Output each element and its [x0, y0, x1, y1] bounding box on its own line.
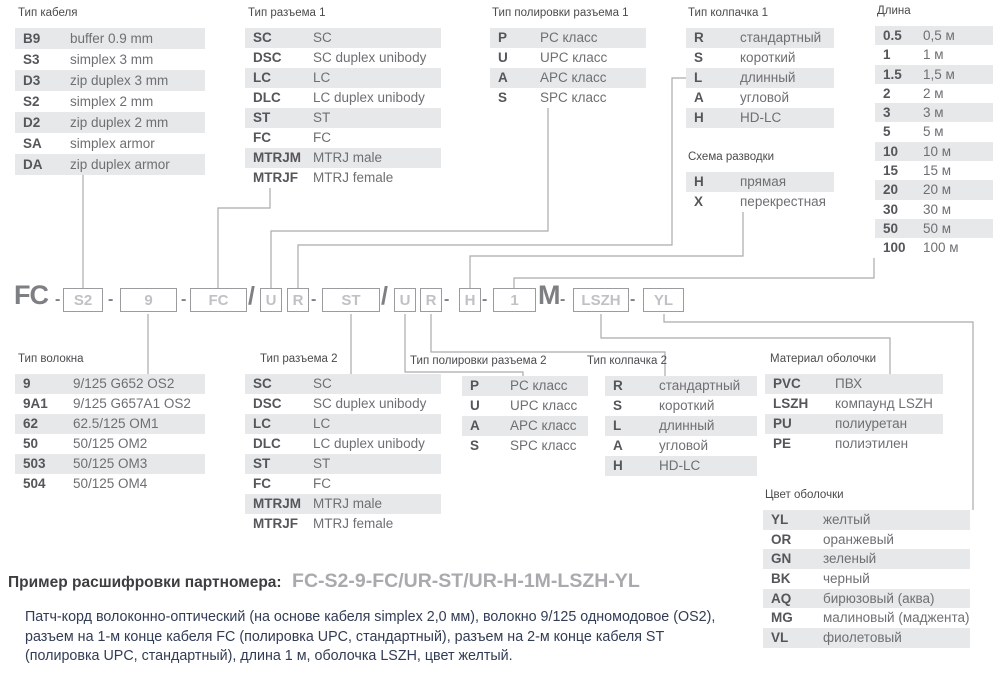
row-description: LC: [313, 70, 331, 85]
row-description: APC класс: [510, 418, 577, 433]
table-label: Тип кабеля: [18, 7, 78, 19]
row-code: DA: [23, 157, 43, 172]
part-number-dash: -: [630, 291, 636, 308]
row-description: UPC класс: [510, 398, 578, 413]
table-row: [245, 474, 441, 494]
row-code: 9: [23, 376, 31, 391]
row-code: PU: [773, 416, 792, 431]
row-description: ST: [313, 456, 331, 471]
part-number-box: ST: [322, 288, 380, 312]
table-row: [245, 128, 441, 148]
part-number-dash: -: [444, 291, 450, 308]
table-row: [686, 28, 834, 48]
row-code: P: [498, 30, 508, 45]
row-code: FC: [253, 476, 271, 491]
row-description: 15 м: [923, 163, 952, 179]
table-row: [686, 68, 834, 88]
table-label: Тип колпачка 1: [688, 7, 769, 19]
row-description: simplex 3 mm: [70, 52, 154, 67]
row-description: zip duplex armor: [70, 157, 170, 172]
row-code: PVC: [773, 376, 801, 391]
table-row: [15, 28, 205, 49]
table-row: [462, 396, 588, 416]
row-description: 50/125 OM4: [73, 476, 148, 491]
row-description: simplex armor: [70, 136, 155, 151]
row-description: желтый: [823, 512, 871, 527]
table-label: Цвет оболочки: [765, 489, 844, 501]
row-code: DLC: [253, 90, 281, 105]
row-code: MTRJM: [253, 150, 301, 165]
row-description: 20 м: [923, 182, 952, 198]
table-row: [15, 434, 205, 454]
table-label: Тип разъема 1: [248, 7, 326, 19]
row-description: 3 м: [923, 105, 944, 121]
row-code: SA: [23, 136, 42, 151]
row-code: D3: [23, 73, 41, 88]
table-row: [245, 168, 441, 188]
row-description: SC duplex unibody: [313, 396, 427, 411]
example-heading: Пример расшифровки партномера:: [8, 574, 282, 591]
table-row: [763, 628, 970, 648]
table-row: [686, 108, 834, 128]
table-row: [763, 589, 970, 609]
table-row: [875, 142, 993, 161]
row-code: 100: [883, 240, 906, 256]
row-description: zip duplex 2 mm: [70, 115, 169, 130]
row-description: перекрестная: [740, 194, 826, 209]
row-description: прямая: [740, 174, 787, 189]
table-label: Материал оболочки: [770, 353, 877, 365]
table-row: [245, 374, 441, 394]
table-label: Тип полировки разъема 2: [410, 355, 547, 367]
row-code: 30: [883, 201, 899, 217]
row-description: 30 м: [923, 201, 952, 217]
row-code: B9: [23, 31, 41, 46]
table-row: [875, 161, 993, 180]
row-description: 10 м: [923, 143, 952, 159]
table-row: [245, 394, 441, 414]
wiring-scheme-table: [686, 148, 834, 212]
row-code: 5: [883, 124, 891, 140]
row-description: оранжевый: [823, 531, 894, 547]
row-description: угловой: [740, 90, 789, 105]
table-row: [490, 28, 646, 48]
table-row: [605, 436, 757, 456]
table-row: [245, 514, 441, 534]
table-row: [875, 200, 993, 219]
row-description: SC duplex unibody: [313, 50, 427, 65]
length-table: [875, 2, 993, 258]
table-label: Тип колпачка 2: [587, 355, 668, 367]
row-code: 50: [883, 220, 899, 236]
table-row: [15, 112, 205, 133]
table-row: [765, 434, 943, 454]
row-description: угловой: [659, 438, 708, 453]
row-description: MTRJ male: [313, 150, 383, 165]
row-code: FC: [253, 130, 271, 145]
row-description: полиуретан: [835, 416, 908, 431]
row-description: 0,5 м: [923, 28, 955, 43]
row-description: черный: [823, 571, 870, 587]
row-description: бирюзовый (аква): [823, 590, 935, 606]
row-description: короткий: [659, 398, 715, 413]
part-number-prefix: M: [538, 280, 560, 310]
table-row: [490, 88, 646, 108]
table-row: [763, 549, 970, 569]
row-description: 1 м: [923, 47, 944, 63]
row-description: FC: [313, 130, 331, 145]
row-description: HD-LC: [659, 458, 701, 473]
cap2-type-table: [587, 352, 757, 476]
table-row: [245, 48, 441, 68]
part-number-dash: -: [108, 291, 114, 308]
row-code: S: [470, 438, 480, 453]
table-row: [875, 45, 993, 64]
polish2-type-table: [410, 352, 588, 456]
table-row: [245, 454, 441, 474]
row-code: R: [694, 30, 704, 45]
row-code: 9A1: [23, 396, 48, 411]
part-number-box: S2: [63, 288, 103, 312]
table-row: [245, 148, 441, 168]
row-description: малиновый (маджента): [823, 610, 970, 626]
row-code: 1: [883, 47, 891, 63]
row-code: MTRJM: [253, 496, 301, 511]
jacket-color-table: [763, 486, 970, 648]
table-label: Тип волокна: [18, 353, 84, 365]
row-code: 10: [883, 143, 899, 159]
table-row: [462, 416, 588, 436]
table-row: [686, 88, 834, 108]
table-row: [875, 26, 993, 45]
row-description: buffer 0.9 mm: [70, 31, 154, 46]
row-description: 5 м: [923, 124, 944, 140]
row-code: 0.5: [883, 28, 902, 43]
part-number-dash: -: [311, 291, 317, 308]
row-code: DLC: [253, 436, 281, 451]
row-code: U: [498, 50, 508, 65]
row-code: 15: [883, 163, 899, 179]
row-description: HD-LC: [740, 110, 782, 125]
table-row: [605, 456, 757, 476]
row-code: 62: [23, 416, 39, 431]
table-row: [15, 454, 205, 474]
row-code: P: [470, 378, 480, 393]
row-description: MTRJ male: [313, 496, 383, 511]
row-code: SC: [253, 30, 272, 45]
table-label: Схема разводки: [688, 151, 775, 163]
row-code: S: [613, 398, 623, 413]
row-code: AQ: [771, 590, 792, 606]
table-row: [763, 569, 970, 589]
table-label: Длина: [877, 5, 911, 17]
part-number-prefix: FC: [14, 280, 48, 310]
table-row: [15, 154, 205, 175]
row-code: YL: [771, 512, 789, 527]
table-row: [763, 608, 970, 628]
part-number-box: FC: [190, 288, 247, 312]
row-description: длинный: [659, 418, 715, 433]
row-description: UPC класс: [540, 50, 608, 65]
row-code: S3: [23, 52, 40, 67]
row-description: 9/125 G652 OS2: [73, 376, 175, 391]
table-label: Тип полировки разъема 1: [492, 7, 629, 19]
jacket-material-table: [765, 350, 943, 454]
row-code: 504: [23, 476, 46, 491]
row-code: SC: [253, 376, 272, 391]
row-description: 1,5 м: [923, 66, 955, 82]
table-row: [490, 68, 646, 88]
table-row: [245, 414, 441, 434]
cap1-type-table: [686, 4, 834, 128]
table-row: [875, 238, 993, 257]
row-description: LC duplex unibody: [313, 436, 425, 451]
part-number-box: U: [260, 288, 282, 312]
part-number-dash: -: [482, 291, 488, 308]
row-code: 3: [883, 105, 891, 121]
row-description: APC класс: [540, 70, 607, 85]
table-row: [15, 70, 205, 91]
row-code: 1.5: [883, 66, 902, 82]
table-row: [605, 416, 757, 436]
row-description: LC duplex unibody: [313, 90, 425, 105]
table-row: [15, 394, 205, 414]
row-code: X: [694, 194, 704, 209]
row-code: MG: [771, 610, 793, 626]
part-number-dash: -: [55, 291, 61, 308]
row-description: FC: [313, 476, 331, 491]
row-code: H: [694, 110, 704, 125]
row-description: LC: [313, 416, 331, 431]
row-code: LC: [253, 416, 271, 431]
table-row: [686, 48, 834, 68]
polish1-type-table: [490, 4, 646, 108]
row-code: R: [613, 378, 623, 393]
row-code: 50: [23, 436, 39, 451]
connector2-type-table: [245, 350, 441, 534]
row-description: зеленый: [823, 551, 877, 567]
row-code: ST: [253, 456, 271, 471]
row-code: MTRJF: [253, 516, 298, 531]
row-description: длинный: [740, 70, 796, 85]
part-number-box: LSZH: [573, 288, 629, 312]
table-row: [245, 108, 441, 128]
table-row: [686, 192, 834, 212]
row-code: ST: [253, 110, 271, 125]
row-description: SPC класс: [510, 438, 577, 453]
table-row: [765, 394, 943, 414]
row-code: D2: [23, 115, 41, 130]
row-code: A: [694, 90, 704, 105]
table-row: [605, 396, 757, 416]
row-code: GN: [771, 551, 792, 567]
table-row: [605, 376, 757, 396]
table-row: [462, 436, 588, 456]
part-number-box: U: [394, 288, 416, 312]
table-row: [765, 374, 943, 394]
row-description: SC: [313, 30, 332, 45]
part-number-box: 9: [120, 288, 177, 312]
row-description: simplex 2 mm: [70, 94, 154, 109]
table-row: [765, 414, 943, 434]
row-description: 50/125 OM2: [73, 436, 148, 451]
row-code: 2: [883, 85, 891, 101]
table-row: [462, 376, 588, 396]
part-number-box: R: [287, 288, 309, 312]
table-row: [875, 219, 993, 238]
row-code: S2: [23, 94, 40, 109]
part-number-box: 1: [493, 288, 536, 312]
row-code: DSC: [253, 50, 282, 65]
row-description: компаунд LSZH: [835, 396, 933, 411]
table-label: Тип разъема 2: [260, 353, 338, 365]
table-row: [245, 434, 441, 454]
row-code: 503: [23, 456, 46, 471]
row-description: SC: [313, 376, 332, 391]
table-row: [875, 122, 993, 141]
row-description: короткий: [740, 50, 796, 65]
row-description: ПВХ: [835, 376, 863, 391]
part-number-dash: -: [560, 291, 566, 308]
table-row: [15, 91, 205, 112]
example-part-number: FC-S2-9-FC/UR-ST/UR-H-1M-LSZH-YL: [292, 570, 640, 592]
table-row: [245, 68, 441, 88]
part-number-box: R: [420, 288, 442, 312]
table-row: [875, 103, 993, 122]
row-description: 2 м: [923, 85, 944, 101]
row-description: MTRJ female: [313, 170, 394, 185]
table-row: [686, 172, 834, 192]
fiber-type-table: [15, 350, 205, 494]
row-code: L: [694, 70, 703, 85]
row-code: LC: [253, 70, 271, 85]
table-row: [490, 48, 646, 68]
row-code: PE: [773, 436, 792, 451]
table-row: [15, 414, 205, 434]
row-code: BK: [771, 571, 791, 587]
row-code: L: [613, 418, 622, 433]
row-description: PC класс: [540, 30, 598, 45]
row-description: ST: [313, 110, 331, 125]
cable-type-table: [15, 4, 205, 175]
row-description: стандартный: [740, 30, 822, 45]
table-row: [875, 84, 993, 103]
row-code: LSZH: [773, 396, 809, 411]
table-row: [875, 180, 993, 199]
row-description: zip duplex 3 mm: [70, 73, 169, 88]
example-line: [8, 570, 640, 593]
example-description: Патч-корд волоконно-оптический (на основе кабеля simplex 2,0 мм), волокно 9/125 одномодовое (OS2), разъем на 1-м конце кабеля FC (полировка UPC, стандартный), разъем на 2-м конце кабеля ST (полировка UPC, стандартный), длина 1 м, оболочка LSZH, цвет желтый.: [25, 609, 716, 664]
table-row: [763, 510, 970, 530]
part-number-box: H: [459, 288, 481, 312]
row-description: 50/125 OM3: [73, 456, 148, 471]
connector1-type-table: [245, 4, 441, 188]
row-description: фиолетовый: [823, 630, 902, 646]
row-description: 9/125 G657A1 OS2: [73, 396, 191, 411]
table-row: [15, 474, 205, 494]
table-row: [15, 374, 205, 394]
row-code: OR: [771, 531, 792, 547]
part-number-slash: /: [381, 282, 388, 310]
part-number-slash: /: [248, 282, 255, 310]
row-description: MTRJ female: [313, 516, 394, 531]
row-description: SPC класс: [540, 90, 607, 105]
row-code: DSC: [253, 396, 282, 411]
row-code: A: [470, 418, 480, 433]
row-code: S: [694, 50, 704, 65]
part-number-dash: -: [181, 291, 187, 308]
table-row: [763, 530, 970, 550]
table-row: [245, 88, 441, 108]
row-code: VL: [771, 630, 789, 646]
row-code: H: [694, 174, 704, 189]
row-description: стандартный: [659, 378, 741, 393]
table-row: [15, 133, 205, 154]
table-row: [245, 28, 441, 48]
table-row: [245, 494, 441, 514]
row-description: PC класс: [510, 378, 568, 393]
row-description: 50 м: [923, 220, 952, 236]
row-description: 62.5/125 OM1: [73, 416, 159, 431]
table-row: [15, 49, 205, 70]
row-code: A: [498, 70, 508, 85]
row-code: S: [498, 90, 508, 105]
table-row: [875, 65, 993, 84]
row-description: полиэтилен: [835, 436, 909, 451]
row-code: A: [613, 438, 623, 453]
row-code: MTRJF: [253, 170, 298, 185]
row-code: 20: [883, 182, 899, 198]
part-number-box: YL: [643, 288, 684, 312]
row-description: 100 м: [923, 240, 959, 256]
row-code: U: [470, 398, 480, 413]
row-code: H: [613, 458, 623, 473]
